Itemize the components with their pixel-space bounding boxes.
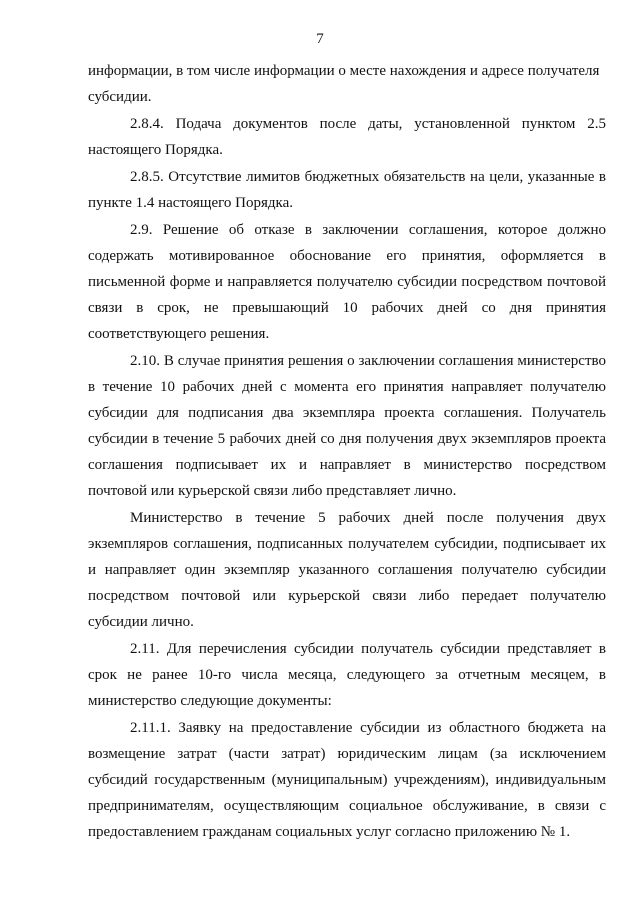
text-line: содержать мотивированное обоснование его принятия, оформляется в (88, 248, 606, 264)
text-line: 2.10. В случае принятия решения о заключении соглашения министерство (130, 353, 606, 369)
text-line: и направляет один экземпляр указанного соглашения получателю субсидии (88, 562, 606, 578)
text-line: 2.11. Для перечисления субсидии получатель субсидии представляет в (130, 641, 606, 657)
text-line: 2.8.4. Подача документов после даты, установленной пунктом 2.5 (130, 116, 606, 132)
text-line: предпринимателям, осуществляющим социальное обслуживание, в связи с (88, 798, 606, 814)
text-line: срок не ранее 10-го числа месяца, следующего за отчетным месяцем, в (88, 667, 606, 683)
text-line: возмещение затрат (части затрат) юридическим лицам (за исключением (88, 746, 606, 762)
text-line: соглашения подписывает их и направляет в министерство посредством (88, 457, 606, 473)
text-line: посредством почтовой или курьерской связи либо передает получателю (88, 588, 606, 604)
text-line: субсидии в течение 5 рабочих дней со дня получения двух экземпляров проекта (88, 431, 606, 447)
text-line: министерство следующие документы: (88, 693, 332, 709)
text-line: пункте 1.4 настоящего Порядка. (88, 195, 293, 211)
text-line: связи в срок, не превышающий 10 рабочих дней со дня принятия (88, 300, 606, 316)
text-line: почтовой или курьерской связи либо представляет лично. (88, 483, 457, 499)
text-line: субсидии. (88, 89, 152, 105)
text-line: Министерство в течение 5 рабочих дней после получения двух (130, 510, 606, 526)
text-line: субсидий государственным (муниципальным) учреждениям), индивидуальным (88, 772, 606, 788)
text-line: экземпляров соглашения, подписанных получателем субсидии, подписывает их (88, 536, 606, 552)
text-line: 2.11.1. Заявку на предоставление субсидии из областного бюджета на (130, 720, 606, 736)
text-line: информации, в том числе информации о месте нахождения и адресе получателя (88, 63, 600, 79)
text-line: 2.8.5. Отсутствие лимитов бюджетных обязательств на цели, указанные в (130, 169, 606, 185)
text-line: субсидии для подписания два экземпляра проекта соглашения. Получатель (88, 405, 606, 421)
text-line: соответствующего решения. (88, 326, 270, 342)
page-number: 7 (316, 31, 324, 47)
text-line: предоставлением гражданам социальных услуг согласно приложению № 1. (88, 824, 571, 840)
text-line: настоящего Порядка. (88, 142, 223, 158)
text-line: субсидии лично. (88, 614, 194, 630)
text-line: 2.9. Решение об отказе в заключении соглашения, которое должно (130, 222, 606, 238)
text-line: в течение 10 рабочих дней с момента его принятия направляет получателю (88, 379, 606, 395)
text-line: письменной форме и направляется получателю субсидии посредством почтовой (88, 274, 606, 290)
